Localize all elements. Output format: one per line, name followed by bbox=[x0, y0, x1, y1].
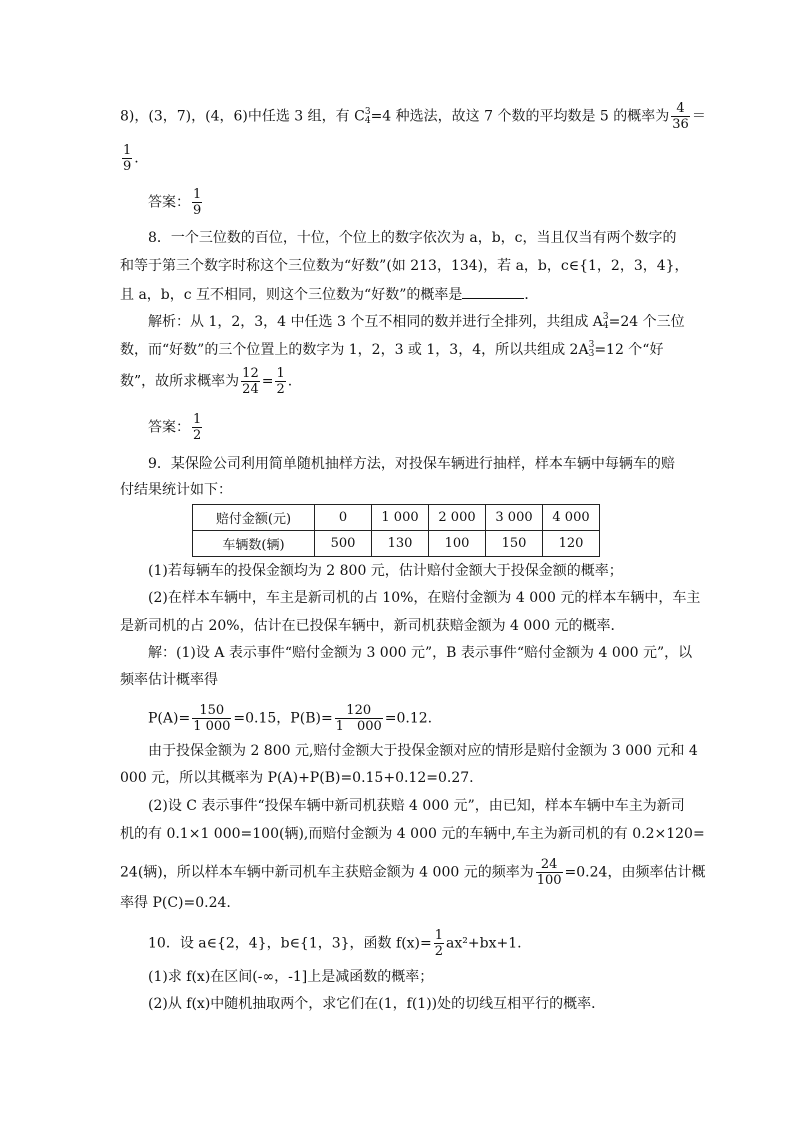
solution-9-equation: P(A)= $\frac{150}{1 000}$ =0.15，P(B)= $\frac{120}{1 000}$ =0.12. bbox=[148, 703, 433, 734]
fraction: $\frac{1}{2}$ bbox=[193, 412, 202, 443]
question-10: 10．设 a∈{2，4}，b∈{1，3}，函数 f(x)= $\frac{1}{2}$ ax²+bx+1. bbox=[148, 928, 522, 959]
table-cell: 2 000 bbox=[429, 505, 486, 531]
fraction: $\frac{150}{1 000}$ bbox=[193, 703, 231, 734]
superscript: 3 bbox=[364, 106, 371, 117]
table-cell: 100 bbox=[429, 531, 486, 557]
table-cell: 0 bbox=[315, 505, 372, 531]
question-9-line-1: 9．某保险公司利用简单随机抽样方法，对投保车辆进行抽样，样本车辆中每辆车的赔 bbox=[148, 456, 675, 472]
question-8-line-3: 且 a，b，c 互不相同，则这个三位数为“好数”的概率是 ． bbox=[120, 284, 538, 305]
solution-8-line-2: 数，而“好数”的三个位置上的数字为 1，2，3 或 1，3，4，所以共组成 2A 3 3 =12 个“好 bbox=[120, 340, 664, 359]
answer-8: 答案： $\frac{1}{2}$ bbox=[148, 412, 202, 443]
solution-9-line-9: 率得 P(C)=0.24. bbox=[120, 895, 231, 911]
line-solution-7-end bbox=[120, 101, 706, 132]
solution-9-line-5: 000 元，所以其概率为 P(A)+P(B)=0.15+0.12=0.27. bbox=[120, 770, 474, 786]
answer-7 bbox=[148, 187, 204, 218]
question-10-part-2: (2)从 f(x)中随机抽取两个，求它们在(1，f(1))处的切线互相平行的概率． bbox=[148, 996, 606, 1012]
fraction: $\frac{24}{100}$ bbox=[536, 857, 562, 888]
text: ＝ bbox=[691, 108, 706, 125]
question-8-line-2: 和等于第三个数字时称这个三位数为“好数”(如 213，134)，若 a，b，c∈{1，2，3，4}， bbox=[120, 258, 689, 274]
solution-9-line-8: 24(辆)，所以样本车辆中新司机车主获赔金额为 4 000 元的频率为 $\frac{24}{100}$ =0.24，由频率估计概 bbox=[120, 857, 706, 888]
payout-table bbox=[192, 504, 600, 557]
question-9-line-2: 付结果统计如下： bbox=[120, 482, 232, 498]
answer-blank bbox=[462, 284, 524, 299]
table-cell: 150 bbox=[486, 531, 543, 557]
question-9-part-2-line-1: (2)在样本车辆中，车主是新司机的占 10%，在赔付金额为 4 000 元的样本车辆中，车主 bbox=[148, 590, 701, 606]
table-cell: 130 bbox=[372, 531, 429, 557]
fraction: $\frac{1}{2}$ bbox=[434, 928, 444, 959]
table-row bbox=[193, 505, 600, 531]
table-cell: 3 000 bbox=[486, 505, 543, 531]
fraction: $\frac{1}{2}$ bbox=[276, 366, 285, 397]
solution-8-line-1: 解析：从 1，2，3，4 中任选 3 个互不相同的数并进行全排列，共组成 A 3 4 =24 个三位 bbox=[148, 312, 685, 331]
table-cell: 1 000 bbox=[372, 505, 429, 531]
solution-9-line-4: 由于投保金额为 2 800 元,赔付金额大于投保金额对应的情形是赔付金额为 3 000 元和 4 bbox=[148, 743, 698, 759]
question-9-part-2-line-2: 是新司机的占 20%，估计在已投保车辆中，新司机获赔金额为 4 000 元的概率． bbox=[120, 618, 625, 634]
solution-9-line-1: 解：(1)设 A 表示事件“赔付金额为 3 000 元”，B 表示事件“赔付金额为 4 000 元”，以 bbox=[148, 645, 693, 661]
table-cell: 4 000 bbox=[543, 505, 600, 531]
fraction: $\frac{1}{9}$ bbox=[123, 143, 132, 174]
line-fraction-1-9: $\frac{1}{9}$ . bbox=[123, 143, 139, 174]
question-9-part-1: (1)若每辆车的投保金额均为 2 800 元，估计赔付金额大于投保金额的概率； bbox=[148, 563, 623, 579]
fraction: $\frac{1}{9}$ bbox=[193, 187, 202, 218]
table-cell: 120 bbox=[543, 531, 600, 557]
subscript: 4 bbox=[364, 115, 371, 126]
fraction: $\frac{4}{36}$ bbox=[672, 101, 689, 132]
text: =4 种选法，故这 7 个数的平均数是 5 的概率为 bbox=[370, 108, 670, 125]
answer-label: 答案： bbox=[148, 194, 190, 211]
solution-9-line-2: 频率估计概率得 bbox=[120, 672, 218, 688]
question-10-part-1: (1)求 f(x)在区间(-∞，-1]上是减函数的概率； bbox=[148, 969, 434, 985]
text: 8)，(3，7)，(4，6)中任选 3 组，有 C bbox=[120, 108, 365, 125]
table-row bbox=[193, 531, 600, 557]
question-8-line-1: 8．一个三位数的百位，十位，个位上的数字依次为 a，b，c，当且仅当有两个数字的 bbox=[148, 230, 677, 246]
solution-9-line-6: (2)设 C 表示事件“投保车辆中新司机获赔 4 000 元”，由已知，样本车辆中车主为新司 bbox=[148, 798, 685, 814]
solution-9-line-7: 机的有 0.1×1 000=100(辆),而赔付金额为 4 000 元的车辆中,车主为新司机的有 0.2×120= bbox=[120, 826, 705, 842]
table-cell: 赔付金额(元) bbox=[193, 505, 315, 531]
fraction: $\frac{12}{24}$ bbox=[242, 366, 259, 397]
table-cell: 500 bbox=[315, 531, 372, 557]
table-cell: 车辆数(辆) bbox=[193, 531, 315, 557]
fraction: $\frac{120}{1 000}$ bbox=[335, 703, 382, 734]
solution-8-line-3: 数”，故所求概率为 $\frac{12}{24}$ = $\frac{1}{2}$ . bbox=[120, 366, 293, 397]
